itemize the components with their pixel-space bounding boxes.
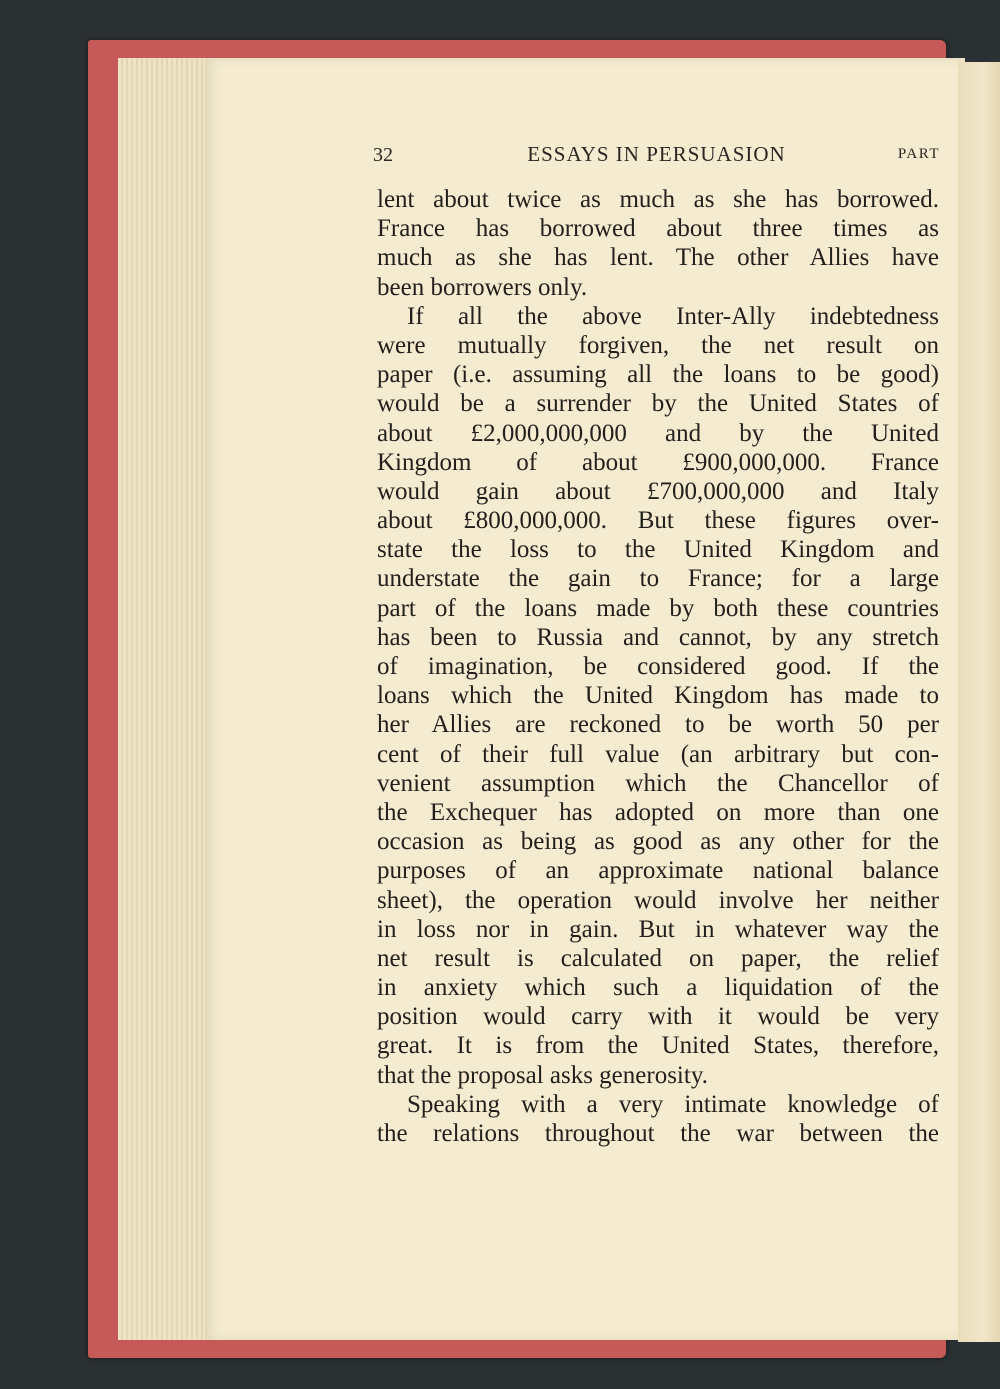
text-line: purposes of an approximate national balance — [377, 857, 939, 885]
text-line: net result is calculated on paper, the relief — [377, 944, 939, 972]
text-line: has been to Russia and cannot, by any stretch — [377, 623, 939, 651]
text-line: paper (i.e. assuming all the loans to be good) — [377, 361, 939, 389]
text-line: that the proposal asks generosity. — [377, 1061, 708, 1089]
section-label: PART — [897, 146, 940, 162]
text-line: about £800,000,000. But these figures over- — [377, 507, 939, 535]
text-line: in loss nor in gain. But in whatever way the — [377, 915, 939, 943]
text-line: state the loss to the United Kingdom and — [377, 536, 939, 564]
text-line: would gain about £700,000,000 and Italy — [377, 477, 939, 505]
text-line: venient assumption which the Chancellor of — [377, 769, 939, 797]
text-line: about £2,000,000,000 and by the United — [377, 419, 939, 447]
text-line: understate the gain to France; for a large — [377, 565, 939, 593]
text-line: position would carry with it would be very — [377, 1003, 939, 1031]
text-line: Speaking with a very intimate knowledge of — [407, 1090, 939, 1118]
text-line: occasion as being as good as any other for the — [377, 828, 939, 856]
page-fold — [958, 62, 1000, 1342]
text-line: been borrowers only. — [377, 273, 588, 301]
text-line: of imagination, be considered good. If the — [377, 653, 939, 680]
text-line: sheet), the operation would involve her neither — [377, 886, 939, 914]
text-line: part of the loans made by both these countries — [377, 594, 939, 622]
running-head — [373, 142, 940, 172]
text-line: great. It is from the United States, therefore, — [377, 1032, 939, 1060]
text-line: the relations throughout the war between the — [377, 1120, 939, 1147]
text-line: would be a surrender by the United States of — [377, 390, 939, 418]
text-line: in anxiety which such a liquidation of the — [377, 974, 939, 1002]
text-line: her Allies are reckoned to be worth 50 per — [377, 711, 939, 739]
body-text — [377, 185, 939, 1148]
page-number: 32 — [373, 144, 393, 166]
running-title: ESSAYS IN PERSUASION — [527, 142, 786, 166]
text-line: the Exchequer has adopted on more than one — [377, 798, 939, 826]
text-line: much as she has lent. The other Allies have — [377, 244, 939, 272]
text-line: cent of their full value (an arbitrary but con- — [377, 740, 939, 768]
text-line: loans which the United Kingdom has made to — [377, 682, 939, 710]
text-line: France has borrowed about three times as — [377, 215, 939, 243]
text-line: Kingdom of about £900,000,000. France — [377, 448, 939, 476]
text-line: were mutually forgiven, the net result on — [377, 331, 939, 359]
page-edges — [118, 58, 219, 1340]
text-line: lent about twice as much as she has borrowed. — [377, 186, 939, 213]
text-line: If all the above Inter-Ally indebtedness — [407, 302, 939, 330]
